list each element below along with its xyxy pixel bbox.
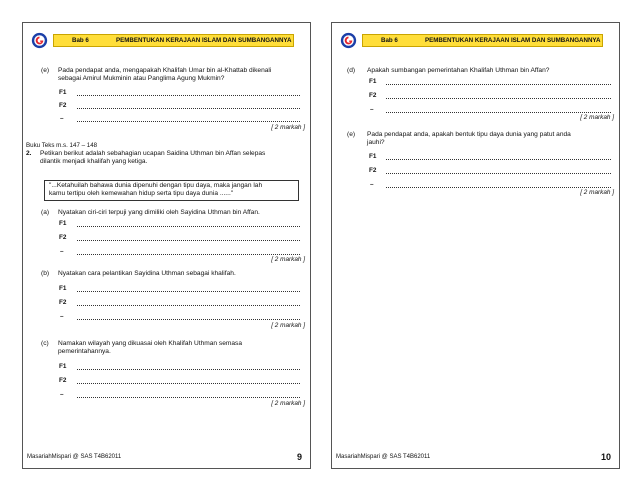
marks-label: [ 2 markah ] bbox=[271, 124, 305, 131]
answer-label-f2: F2 bbox=[59, 102, 67, 109]
question-text: dilantik menjadi khalifah yang ketiga. bbox=[40, 158, 148, 165]
quote-text: "...Ketahuilah bahawa dunia dipenuhi dengan tipu daya, maka jangan lah bbox=[49, 182, 263, 189]
chapter-number: Bab 6 bbox=[72, 37, 89, 44]
chapter-topic: PEMBENTUKAN KERAJAAN ISLAM DAN SUMBANGANNYA bbox=[116, 37, 292, 44]
answer-label-f1: F1 bbox=[369, 78, 377, 85]
chapter-banner bbox=[53, 34, 294, 47]
question-text: Pada pendapat anda, apakah bentuk tipu daya dunia yang patut anda bbox=[367, 131, 571, 138]
question-number: (a) bbox=[41, 209, 50, 216]
answer-line[interactable] bbox=[386, 159, 611, 160]
answer-line[interactable] bbox=[386, 173, 611, 174]
marks-label: [ 2 markah ] bbox=[271, 256, 305, 263]
answer-line[interactable] bbox=[77, 108, 300, 109]
answer-line[interactable] bbox=[77, 95, 300, 96]
marks-label: [ 2 markah ] bbox=[271, 322, 305, 329]
answer-line[interactable] bbox=[77, 226, 300, 227]
answer-label-f1: F1 bbox=[369, 153, 377, 160]
page-number: 9 bbox=[296, 452, 302, 462]
answer-line[interactable] bbox=[386, 112, 611, 113]
school-logo-icon bbox=[340, 32, 357, 49]
answer-line[interactable] bbox=[77, 291, 300, 292]
chapter-number: Bab 6 bbox=[381, 37, 398, 44]
question-text: Pada pendapat anda, mengapakah Khalifah Umar bin al-Khattab dikenali bbox=[58, 67, 272, 74]
answer-line[interactable] bbox=[77, 319, 300, 320]
answer-line[interactable] bbox=[77, 397, 300, 398]
school-logo-icon bbox=[31, 32, 48, 49]
page-footer: MasariahMispari @ SAS T4B62011 bbox=[27, 454, 122, 460]
marks-label: [ 2 markah ] bbox=[271, 400, 305, 407]
answer-line[interactable] bbox=[77, 369, 300, 370]
page-footer: MasariahMispari @ SAS T4B62011 bbox=[336, 454, 431, 460]
page-header bbox=[29, 32, 304, 49]
question-number: (e) bbox=[347, 131, 356, 138]
question-text: pemerintahannya. bbox=[58, 348, 111, 355]
question-number: 2. bbox=[26, 150, 32, 157]
question-number: (b) bbox=[41, 270, 50, 277]
question-text: Nyatakan cara pelantikan Sayidina Uthman sebagai khalifah. bbox=[58, 270, 236, 277]
answer-label-f2: F2 bbox=[369, 92, 377, 99]
question-text: Namakan wilayah yang dikuasai oleh Khalifah Uthman semasa bbox=[58, 340, 242, 347]
answer-label-f2: F2 bbox=[59, 299, 67, 306]
question-text: Nyatakan ciri-ciri terpuji yang dimiliki oleh Sayidina Uthman bin Affan. bbox=[58, 209, 260, 216]
answer-label-f1: F1 bbox=[59, 220, 67, 227]
worksheet-page-right bbox=[331, 22, 620, 469]
question-number: (e) bbox=[41, 67, 50, 74]
answer-label-dash: – bbox=[370, 181, 374, 188]
page-number: 10 bbox=[600, 452, 611, 462]
answer-label-dash: – bbox=[60, 248, 64, 255]
quote-text: kamu tertipu oleh kemewahan hidup serta tipu daya dunia ......" bbox=[49, 190, 234, 198]
page-header bbox=[338, 32, 613, 49]
worksheet-page-left bbox=[22, 22, 311, 469]
textbook-reference: Buku Teks m.s. 147 – 148 bbox=[26, 142, 98, 149]
answer-line[interactable] bbox=[77, 383, 300, 384]
answer-label-f1: F1 bbox=[59, 285, 67, 292]
answer-line[interactable] bbox=[386, 187, 611, 188]
answer-label-dash: – bbox=[60, 391, 64, 398]
chapter-banner bbox=[362, 34, 603, 47]
quote-box bbox=[44, 180, 299, 201]
answer-label-f2: F2 bbox=[59, 377, 67, 384]
question-text: Apakah sumbangan pemerintahan Khalifah Uthman bin Affan? bbox=[367, 67, 550, 74]
answer-line[interactable] bbox=[386, 98, 611, 99]
question-text: Petikan berikut adalah sebahagian ucapan Saidina Uthman bin Affan selepas bbox=[40, 150, 266, 157]
answer-label-dash: – bbox=[60, 115, 64, 122]
answer-label-dash: – bbox=[370, 106, 374, 113]
marks-label: [ 2 markah ] bbox=[580, 189, 614, 196]
chapter-topic: PEMBENTUKAN KERAJAAN ISLAM DAN SUMBANGANNYA bbox=[425, 37, 601, 44]
answer-line[interactable] bbox=[77, 121, 300, 122]
answer-line[interactable] bbox=[77, 240, 300, 241]
marks-label: [ 2 markah ] bbox=[580, 114, 614, 121]
answer-label-f2: F2 bbox=[369, 167, 377, 174]
answer-line[interactable] bbox=[77, 254, 300, 255]
answer-line[interactable] bbox=[386, 84, 611, 85]
answer-line[interactable] bbox=[77, 305, 300, 306]
question-text: sebagai Amirul Mukminin atau Panglima Agung Mukmin? bbox=[58, 75, 225, 82]
answer-label-f1: F1 bbox=[59, 89, 67, 96]
question-text: jauhi? bbox=[367, 139, 385, 146]
answer-label-f1: F1 bbox=[59, 363, 67, 370]
question-number: (c) bbox=[41, 340, 49, 347]
answer-label-f2: F2 bbox=[59, 234, 67, 241]
answer-label-dash: – bbox=[60, 313, 64, 320]
question-number: (d) bbox=[347, 67, 356, 74]
